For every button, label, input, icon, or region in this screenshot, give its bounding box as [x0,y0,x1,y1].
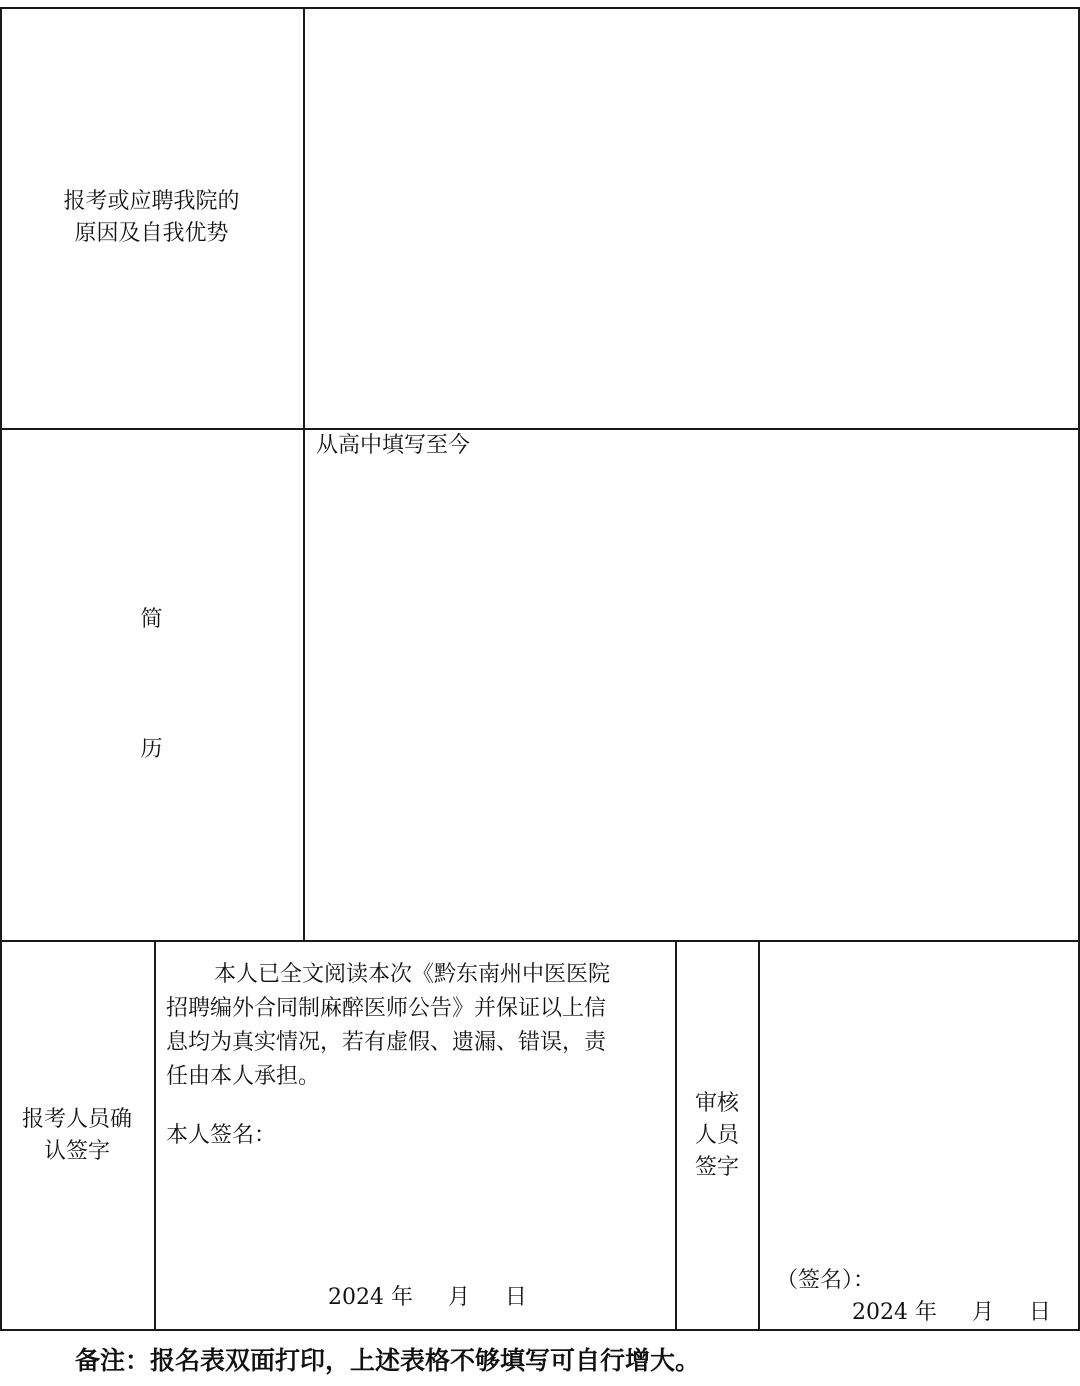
table-right-border [1078,7,1080,1330]
table-bottom-border [0,1329,1080,1331]
applicant-signature-label: 本人签名： [166,1123,277,1148]
resume-hint: 从高中填写至今 [316,433,471,458]
declaration-line: 招聘编外合同制麻醉医师公告》并保证以上信 [166,996,607,1021]
reviewer-sign-date: 2024 年 月 日 [852,1300,1051,1325]
resume-label-char1: 简 [140,607,163,632]
reason-input-area[interactable] [305,9,1077,427]
applicant-signature-field[interactable] [276,1120,666,1270]
declaration-line: 息均为真实情况，若有虚假、遗漏、错误，责 [166,1030,607,1055]
declaration-line: 本人已全文阅读本次《黔东南州中医医院 [214,962,611,987]
declaration-text [166,958,666,1094]
resume-input-area[interactable] [305,430,1077,939]
reason-label-line2: 原因及自我优势 [74,221,229,246]
footnote: 备注：报名表双面打印，上述表格不够填写可自行增大。 [75,1346,701,1375]
review-label [676,1088,758,1184]
confirm-label-line2: 认签字 [43,1139,110,1164]
reason-label [0,186,303,250]
applicant-sign-date: 2024 年 月 日 [328,1285,527,1310]
confirm-label [0,1104,154,1168]
column-divider-confirm-label [154,940,156,1330]
resume-label-char2: 历 [140,737,163,762]
reviewer-signature-field[interactable] [760,942,1077,1262]
declaration-line: 任由本人承担。 [166,1064,321,1089]
review-label-line1: 审核 [694,1091,739,1116]
confirm-label-line1: 报考人员确 [21,1107,132,1132]
reason-label-line1: 报考或应聘我院的 [63,189,240,214]
review-label-line2: 人员 [694,1123,739,1148]
review-label-line3: 签字 [694,1155,739,1180]
reviewer-signature-label: （签名）： [776,1268,876,1293]
